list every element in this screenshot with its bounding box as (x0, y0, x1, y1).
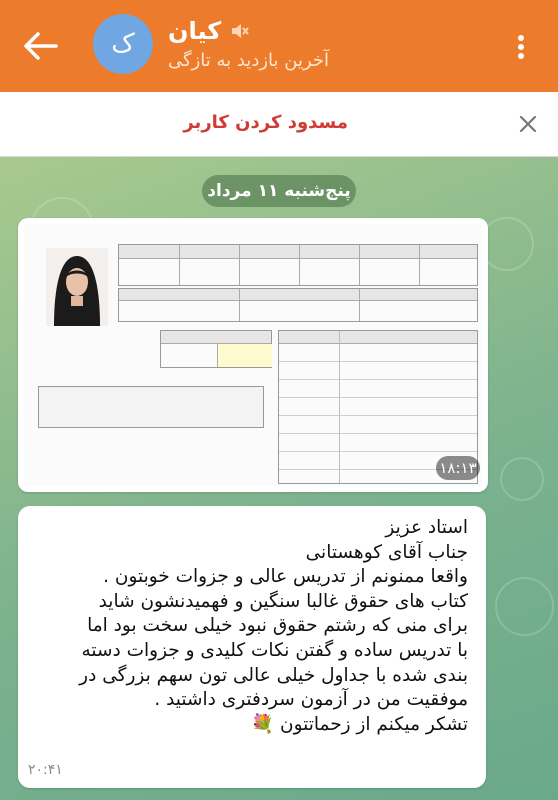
document-photo[interactable] (24, 224, 482, 486)
message-line: جناب آقای کوهستانی (305, 541, 468, 563)
chat-header (0, 0, 558, 92)
photo-message-time: ۱۸:۱۳ (436, 456, 480, 480)
message-text (28, 516, 468, 737)
photo-message[interactable] (18, 218, 488, 492)
message-line-text: تشکر میکنم از زحماتتون (280, 713, 468, 735)
background-doodle (500, 457, 544, 501)
close-icon[interactable] (518, 114, 538, 134)
bouquet-emoji: 💐 (251, 713, 275, 735)
block-user-banner (0, 92, 558, 157)
text-message-time: ۲۰:۴۱ (28, 762, 63, 778)
message-line: واقعا ممنونم از تدریس عالی و جزوات خوبتون . (103, 566, 468, 588)
mute-icon (229, 21, 249, 41)
text-message[interactable] (18, 506, 486, 788)
message-line (28, 713, 468, 738)
message-line: با تدریس ساده و گفتن نکات کلیدی و جزوات دسته (81, 639, 468, 661)
message-line: کتاب های حقوق غالبا سنگین و فهمیدنشون شاید (98, 590, 468, 612)
date-separator: پنج‌شنبه ۱۱ مرداد (202, 175, 356, 207)
background-doodle (480, 217, 534, 271)
back-arrow-icon[interactable] (22, 30, 58, 62)
background-doodle (495, 577, 554, 636)
chat-title[interactable] (168, 16, 498, 76)
document-status-box (38, 386, 264, 428)
message-line: بندی شده با جداول خیلی عالی تون سهم بزرگی در (79, 664, 468, 686)
more-vert-icon[interactable] (515, 34, 527, 60)
document-exam-score-table (160, 330, 272, 368)
applicant-portrait (46, 248, 108, 326)
contact-name: کیان (168, 17, 222, 45)
message-line: استاد عزیز (385, 517, 468, 538)
avatar[interactable]: ک (93, 14, 153, 74)
block-user-button[interactable]: مسدود کردن کاربر (183, 112, 348, 133)
last-seen-status: آخرین بازدید به تازگی (168, 50, 330, 71)
document-info-table (118, 244, 478, 286)
message-line: موفقیت من در آزمون سردفتری داشتید . (154, 689, 468, 711)
message-line: برای منی که رشتم حقوق نبود خیلی سخت بود اما (87, 615, 468, 637)
document-education-table (118, 288, 478, 322)
